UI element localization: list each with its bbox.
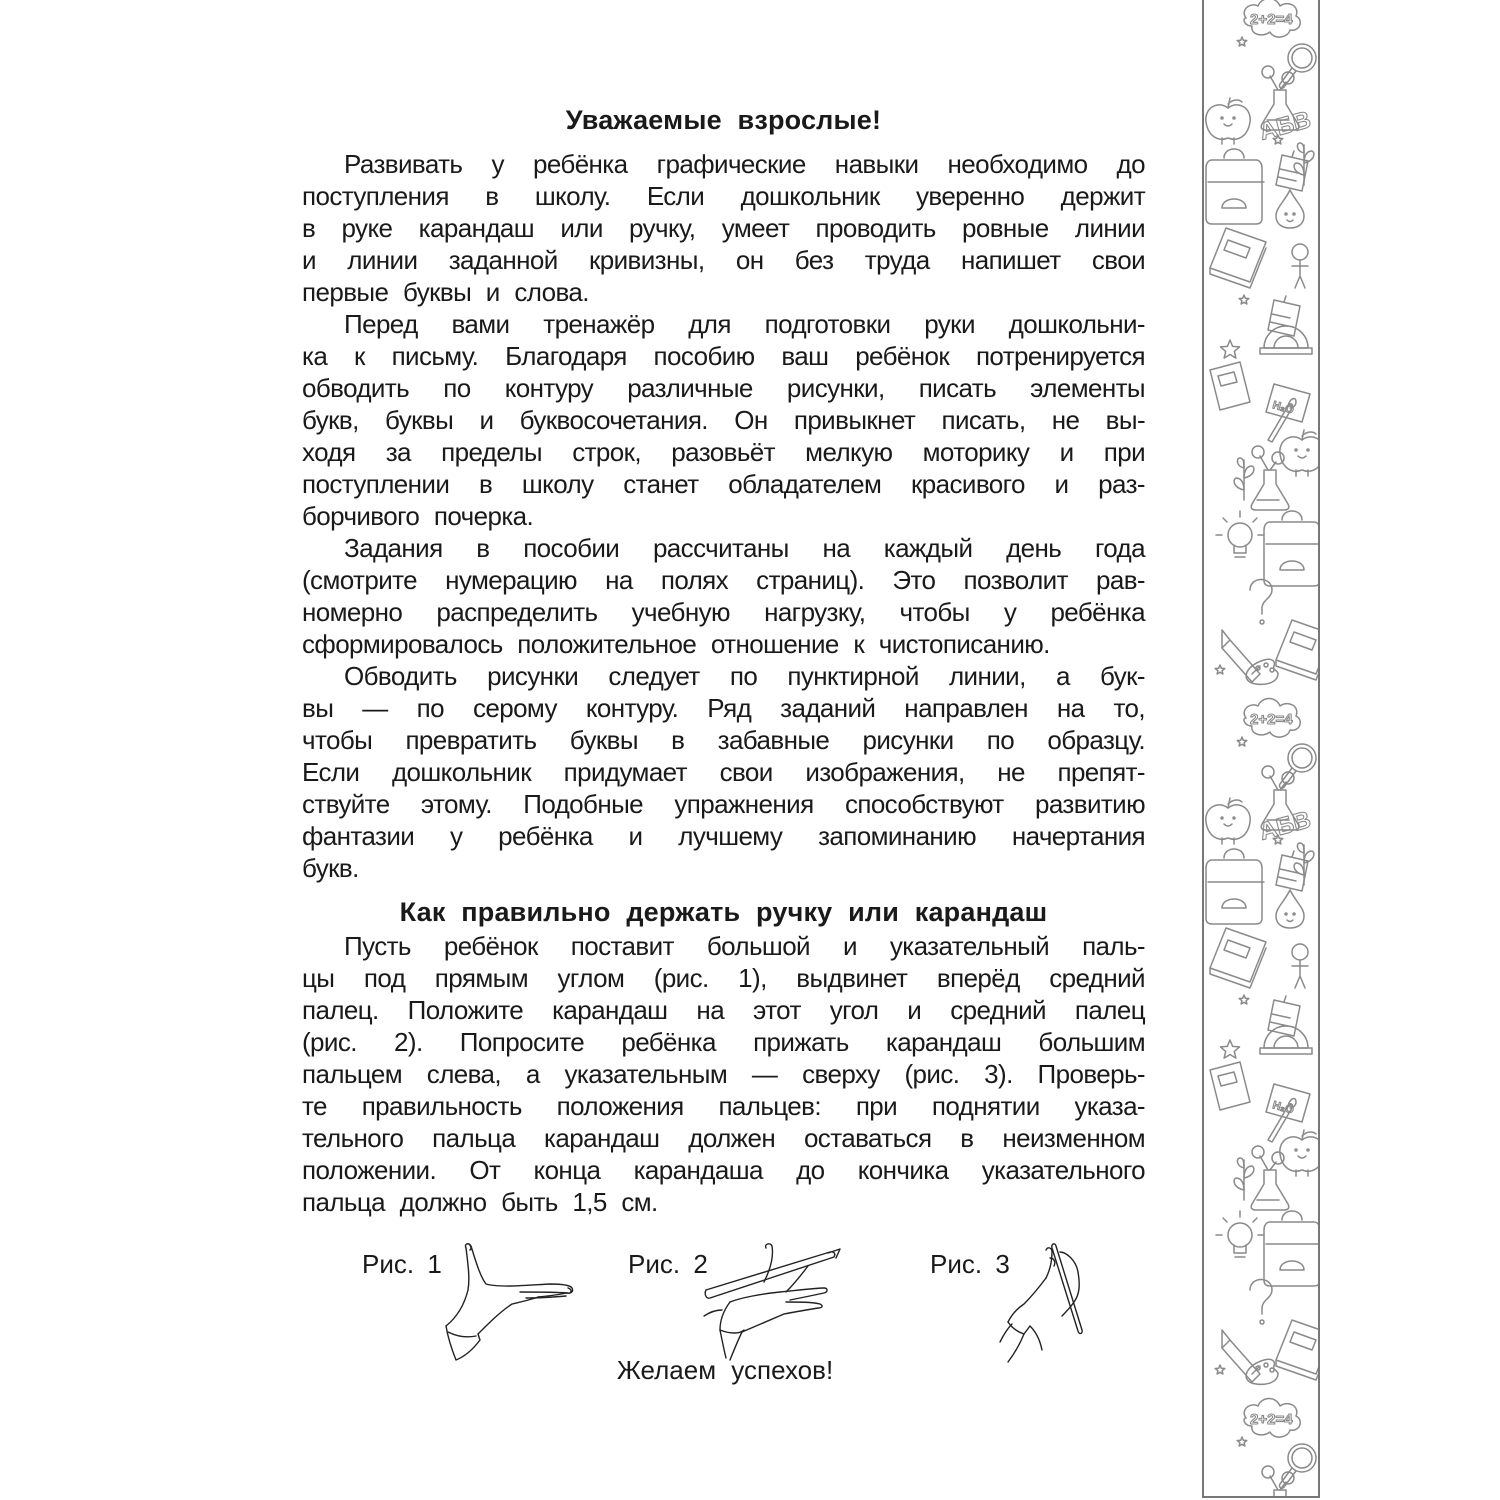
text-line: те правильность положения пальцев: при поднятии указа- [302, 1091, 1145, 1121]
pencil-icon [1222, 1330, 1260, 1382]
flask-flowers-icon [1251, 1146, 1289, 1210]
book-icon [1210, 928, 1266, 988]
hand-right-angle-icon [420, 1240, 590, 1365]
magnifier-icon [1279, 44, 1316, 88]
text-line: сформировалось положительное отношение к чистописанию. [302, 629, 1050, 659]
text-line: (рис. 2). Попросите ребёнка прижать карандаш большим [302, 1027, 1145, 1057]
text-line: палец. Положите карандаш на этот угол и средний палец [302, 995, 1145, 1025]
pencil-icon [1222, 630, 1260, 682]
leaf-branch-icon [1294, 143, 1314, 185]
cloud-math-icon [1244, 0, 1300, 37]
star-icon [1215, 1365, 1225, 1374]
text-line: вы — по серому контуру. Ряд заданий направлен на то, [302, 693, 1145, 723]
svg-text:H₂O: H₂O [1271, 399, 1295, 417]
hand-with-pencil-icon [690, 1240, 870, 1365]
star-icon [1239, 295, 1249, 304]
hand-holding-pencil-icon [990, 1238, 1100, 1368]
text-line: в руке карандаш или ручку, умеет проводить ровные линии [302, 213, 1145, 243]
star-icon [1237, 37, 1247, 46]
boy-icon [1292, 244, 1308, 288]
svg-text:2+2=4: 2+2=4 [1250, 11, 1293, 28]
text-line: Развивать у ребёнка графические навыки необходимо до [344, 149, 1145, 179]
apple-face-icon [1280, 430, 1318, 476]
backpack-icon [1206, 849, 1264, 924]
leaf-branch-icon [1294, 843, 1314, 885]
text-line: цы под прямым углом (рис. 1), выдвинет вперёд средний [302, 963, 1145, 993]
text-line: первые буквы и слова. [302, 277, 589, 307]
chemistry-book-icon [1266, 1084, 1310, 1122]
text-line: тельного пальца карандаш должен оставаться в неизменном [302, 1123, 1145, 1153]
magnifier-icon [1279, 1444, 1316, 1488]
text-line: чтобы превратить буквы в забавные рисунки по образцу. [302, 725, 1145, 755]
backpack-icon [1206, 149, 1264, 224]
text-line: Задания в пособии рассчитаны на каждый день года [344, 533, 1145, 563]
star-icon [1237, 1437, 1247, 1446]
text-line: ствуйте этому. Подобные упражнения способствуют развитию [302, 789, 1145, 819]
figure-3-label: Рис. 3 [930, 1249, 1010, 1279]
text-line: поступления в школу. Если дошкольник уверенно держит [302, 181, 1145, 211]
svg-text:2+2=4: 2+2=4 [1250, 711, 1293, 728]
svg-text:АБВ: АБВ [1256, 106, 1314, 146]
boy-icon [1292, 944, 1308, 988]
apple-face-icon [1206, 98, 1250, 144]
text-line: ходя за пределы строк, разовьёт мелкую моторику и при [302, 437, 1145, 467]
letters-abv-icon [1257, 106, 1314, 146]
text-line: ка к письму. Благодаря пособию ваш ребёнок потренируется [302, 341, 1145, 371]
svg-text:H₂O: H₂O [1271, 1099, 1295, 1117]
drop-face-icon [1276, 190, 1304, 228]
star-icon [1237, 737, 1247, 746]
notebook-icon [1210, 1062, 1250, 1110]
flask-flowers-icon [1251, 446, 1289, 510]
flask-flowers-icon [1261, 1466, 1299, 1496]
text-line: номерно распределить учебную нагрузку, чтобы у ребёнка [302, 597, 1145, 627]
page-title: Уважаемые взрослые! [565, 105, 882, 135]
text-line: (смотрите нумерацию на полях страниц). Это позволит рав- [302, 565, 1145, 595]
leaf-branch-icon [1234, 1158, 1254, 1200]
text-line: пальца должно быть 1,5 см. [302, 1187, 658, 1217]
apple-face-icon [1280, 1130, 1318, 1176]
svg-text:АБВ: АБВ [1256, 806, 1314, 846]
star-icon [1221, 1040, 1240, 1058]
text-line: Перед вами тренажёр для подготовки руки дошкольни- [344, 309, 1145, 339]
text-line: борчивого почерка. [302, 501, 534, 531]
text-line: поступлении в школу станет обладателем красивого и раз- [302, 469, 1145, 499]
closing-text: Желаем успехов! [616, 1355, 834, 1385]
cloud-math-icon [1244, 1399, 1300, 1438]
text-line: букв. [302, 853, 359, 883]
text-line: положении. От конца карандаша до кончика указательного [302, 1155, 1145, 1185]
text-line: и линии заданной кривизны, он без труда напишет свои [302, 245, 1145, 275]
lightbulb-icon [1216, 511, 1264, 557]
apple-face-icon [1206, 798, 1250, 844]
section-title: Как правильно держать ручку или карандаш [399, 897, 1048, 927]
star-icon [1239, 995, 1249, 1004]
letters-abv-icon [1257, 806, 1314, 846]
text-line: обводить по контуру различные рисунки, писать элементы [302, 373, 1145, 403]
backpack-icon [1264, 511, 1318, 586]
drop-face-icon [1276, 890, 1304, 928]
lightbulb-icon [1216, 1211, 1264, 1257]
book-icon [1276, 620, 1318, 680]
text-line: Обводить рисунки следует по пунктирной линии, а бук- [344, 661, 1145, 691]
star-icon [1215, 665, 1225, 674]
svg-text:2+2=4: 2+2=4 [1250, 1411, 1293, 1428]
figure-2-label: Рис. 2 [628, 1249, 708, 1279]
backpack-icon [1264, 1211, 1318, 1286]
text-line: букв, буквы и буквосочетания. Он привыкнет писать, не вы- [302, 405, 1145, 435]
chemistry-book-icon [1266, 384, 1310, 422]
text-line: пальцем слева, а указательным — сверху (рис. 3). Проверь- [302, 1059, 1145, 1089]
cloud-math-icon [1244, 699, 1300, 738]
leaf-branch-icon [1234, 458, 1254, 500]
text-line: Пусть ребёнок поставит большой и указательный паль- [344, 931, 1145, 961]
book-icon [1276, 1320, 1318, 1380]
book-icon [1210, 228, 1266, 288]
magnifier-icon [1279, 744, 1316, 788]
star-icon [1221, 340, 1240, 358]
figure-1-label: Рис. 1 [362, 1249, 442, 1279]
text-line: Если дошкольник придумает свои изображения, не препят- [302, 757, 1145, 787]
text-line: фантазии у ребёнка и лучшему запоминанию начертания [302, 821, 1145, 851]
doodle-pattern [1204, 0, 1318, 1496]
notebook-icon [1210, 362, 1250, 410]
decorative-border-strip [1202, 0, 1320, 1498]
